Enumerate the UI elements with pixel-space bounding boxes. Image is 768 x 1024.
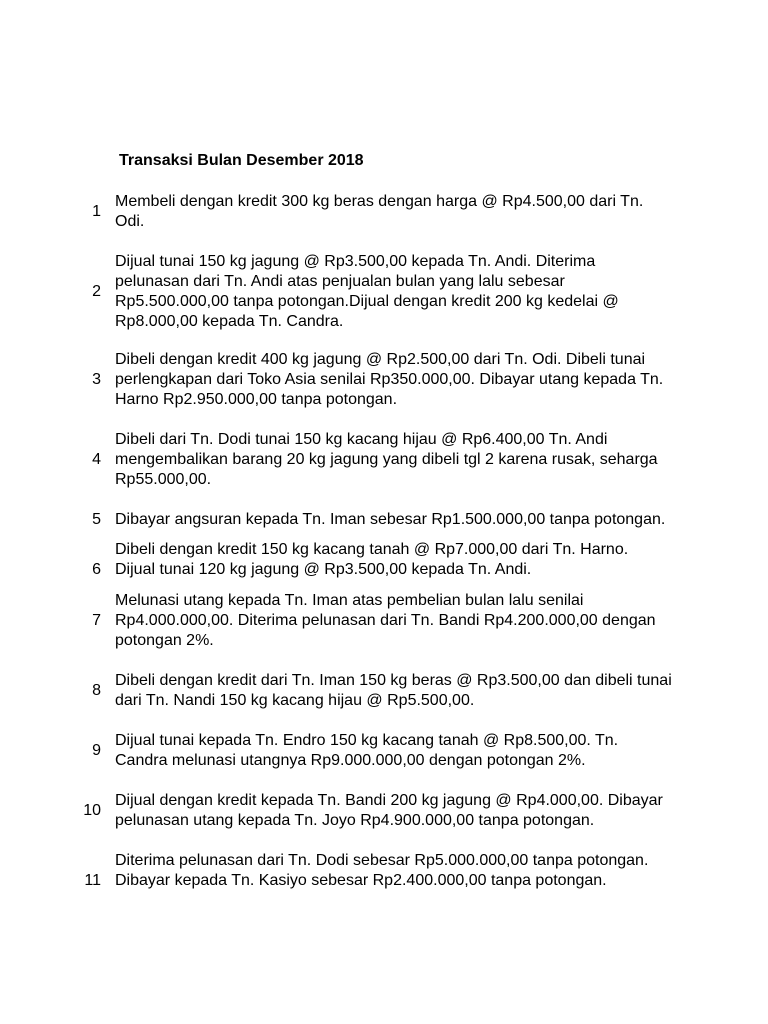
item-line: Dijual dengan kredit kepada Tn. Bandi 200 kg jagung @ Rp4.000,00. Dibayar [115, 792, 663, 809]
item-text [115, 591, 690, 651]
transaction-item-11 [0, 851, 768, 891]
item-text [115, 540, 690, 580]
transaction-item-10 [0, 791, 768, 831]
item-line: Dijual tunai kepada Tn. Endro 150 kg kacang tanah @ Rp8.500,00. Tn. [115, 732, 619, 749]
item-number: 8 [92, 682, 101, 699]
item-line: Diterima pelunasan dari Tn. Dodi sebesar Rp5.000.000,00 tanpa potongan. [115, 852, 649, 869]
item-text [115, 851, 690, 891]
item-number: 1 [92, 203, 101, 220]
item-line: pelunasan utang kepada Tn. Joyo Rp4.900.000,00 tanpa potongan. [115, 812, 595, 829]
transaction-item-5 [0, 510, 768, 530]
item-line: Dibeli dengan kredit 150 kg kacang tanah @ Rp7.000,00 dari Tn. Harno. [115, 541, 629, 558]
item-text [115, 791, 690, 831]
item-line: Dibeli dengan kredit dari Tn. Iman 150 kg beras @ Rp3.500,00 dan dibeli tunai [115, 672, 672, 689]
item-line: potongan 2%. [115, 632, 214, 649]
item-number: 3 [92, 371, 101, 388]
item-line: Harno Rp2.950.000,00 tanpa potongan. [115, 391, 398, 408]
item-text [115, 510, 690, 530]
item-line: Dibeli dengan kredit 400 kg jagung @ Rp2.500,00 dari Tn. Odi. Dibeli tunai [115, 351, 646, 368]
item-number: 6 [92, 561, 101, 578]
item-line: mengembalikan barang 20 kg jagung yang dibeli tgl 2 karena rusak, seharga [115, 451, 658, 468]
item-line: Melunasi utang kepada Tn. Iman atas pembelian bulan lalu senilai [115, 592, 584, 609]
item-text [115, 252, 690, 332]
transaction-item-9 [0, 731, 768, 771]
item-line: pelunasan dari Tn. Andi atas penjualan bulan yang lalu sebesar [115, 273, 565, 290]
item-number: 10 [83, 802, 101, 819]
item-number: 11 [84, 872, 101, 889]
transaction-item-6 [0, 540, 768, 580]
item-line: Dijual tunai 120 kg jagung @ Rp3.500,00 kepada Tn. Andi. [115, 561, 532, 578]
item-text [115, 671, 690, 711]
item-line: Rp5.500.000,00 tanpa potongan.Dijual dengan kredit 200 kg kedelai @ [115, 293, 619, 310]
item-line: Dijual tunai 150 kg jagung @ Rp3.500,00 kepada Tn. Andi. Diterima [115, 253, 596, 270]
item-text [115, 350, 690, 410]
transaction-item-2 [0, 252, 768, 332]
item-number: 5 [92, 511, 101, 528]
item-line: Rp55.000,00. [115, 471, 212, 488]
item-text [115, 430, 690, 490]
item-line: Dibayar kepada Tn. Kasiyo sebesar Rp2.400.000,00 tanpa potongan. [115, 872, 607, 889]
item-line: Rp4.000.000,00. Diterima pelunasan dari Tn. Bandi Rp4.200.000,00 dengan [115, 612, 656, 629]
item-number: 9 [92, 742, 101, 759]
transaction-item-8 [0, 671, 768, 711]
item-line: Rp8.000,00 kepada Tn. Candra. [115, 313, 344, 330]
item-number: 7 [92, 612, 101, 629]
item-line: Membeli dengan kredit 300 kg beras dengan harga @ Rp4.500,00 dari Tn. [115, 193, 644, 210]
item-number: 2 [92, 283, 101, 300]
transaction-item-1 [0, 192, 768, 232]
item-text [115, 192, 690, 232]
transaction-item-4 [0, 430, 768, 490]
transaction-item-3 [0, 350, 768, 410]
item-line: dari Tn. Nandi 150 kg kacang hijau @ Rp5.500,00. [115, 692, 475, 709]
item-line: Odi. [115, 213, 145, 230]
item-line: Dibayar angsuran kepada Tn. Iman sebesar Rp1.500.000,00 tanpa potongan. [115, 511, 666, 528]
item-line: Candra melunasi utangnya Rp9.000.000,00 dengan potongan 2%. [115, 752, 586, 769]
item-number: 4 [92, 451, 101, 468]
document-title: Transaksi Bulan Desember 2018 [119, 152, 364, 169]
transaction-item-7 [0, 591, 768, 651]
item-text [115, 731, 690, 771]
item-line: Dibeli dari Tn. Dodi tunai 150 kg kacang hijau @ Rp6.400,00 Tn. Andi [115, 431, 608, 448]
item-line: perlengkapan dari Toko Asia senilai Rp350.000,00. Dibayar utang kepada Tn. [115, 371, 664, 388]
